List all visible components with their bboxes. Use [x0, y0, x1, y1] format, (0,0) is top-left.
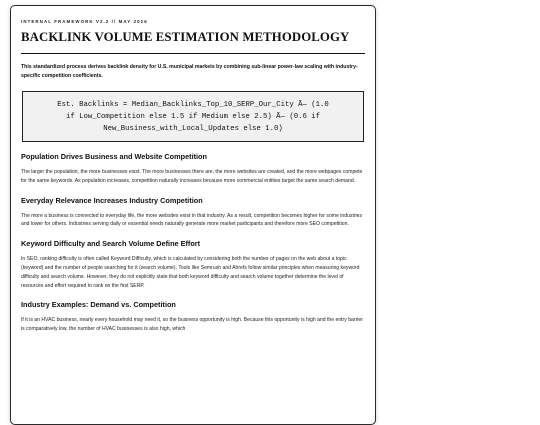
formula-line-2: if Low_Competition else 1.5 if Medium else 2.5) Ã— (0.6 if: [66, 113, 320, 121]
section-heading-industry-examples: Industry Examples: Demand vs. Competition: [21, 300, 176, 310]
section-heading-keyword-difficulty: Keyword Difficulty and Search Volume Define Effort: [21, 239, 201, 249]
intro-paragraph: This standardized process derives backlink density for U.S. municipal markets by combining sub-linear power-law scaling with industry-specific competition coefficients.: [21, 64, 358, 79]
formula-line-3: New_Business_with_Local_Updates else 1.0): [103, 125, 283, 133]
section-body-population: The larger the population, the more businesses exist. The more businesses there are, the more websites are created, and the more webpages compete for the same keywords. As population increases, competition naturally increases because more commercial entities target the same search demand.: [21, 169, 363, 184]
formula-box: [22, 91, 364, 142]
formula-line-1: Est. Backlinks = Median_Backlinks_Top_10_SERP_Our_City Ã— (1.0: [57, 101, 329, 109]
section-body-relevance: The more a business is connected to everyday life, the more websites exist in that industry. As a result, competition becomes higher for some industries and lower for others. Industries serving daily or essential needs naturally generate more market participants and therefore more SEO competition.: [21, 212, 363, 228]
document-kicker: INTERNAL FRAMEWORK V2.2 // MAY 2026: [21, 19, 148, 24]
section-heading-population: Population Drives Business and Website Competition: [21, 152, 207, 161]
document-page: [10, 5, 376, 425]
document-title: BACKLINK VOLUME ESTIMATION METHODOLOGY: [21, 30, 365, 54]
section-body-industry-examples: If it is an HVAC business, nearly every household may need it, so the business opportunity is high. Because this opportunity is high and the entry barrier is comparatively low, the number of HVAC businesses is also high, which: [21, 317, 363, 333]
section-heading-relevance: Everyday Relevance Increases Industry Competition: [21, 195, 203, 205]
section-body-keyword-difficulty: In SEO, ranking difficulty is often called Keyword Difficulty, which is calculated by considering both the number of pages on the web about a topic (keyword) and the number of people searching for it (search volume). Tools like Semrush and Ahrefs follow similar principles when measuring keyword difficulty and search volume. However, they do not explicitly state that both keyword difficulty and search volume together determine the level of resources and effort required to rank on the first SERP.: [21, 256, 360, 289]
